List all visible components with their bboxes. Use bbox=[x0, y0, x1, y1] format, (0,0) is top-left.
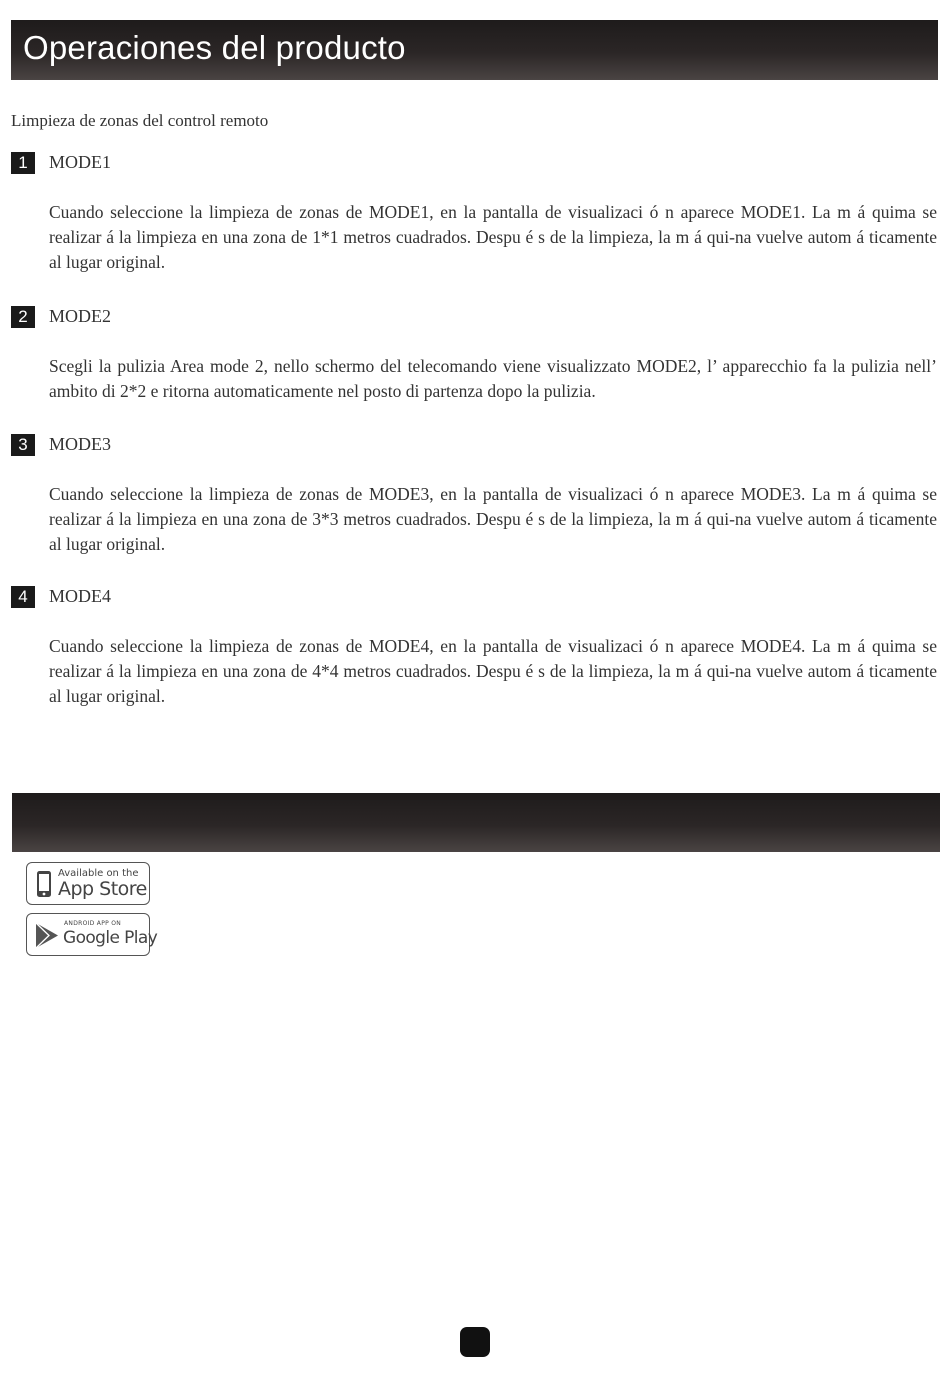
app-store-small-text: Available on the bbox=[58, 868, 139, 879]
google-play-small-text: ANDROID APP ON bbox=[64, 920, 122, 927]
mode-label: MODE1 bbox=[49, 152, 111, 172]
mode-4-section bbox=[11, 586, 937, 706]
mode-2-section bbox=[11, 306, 937, 401]
number-badge: 3 bbox=[11, 434, 35, 456]
number-badge: 1 bbox=[11, 152, 35, 174]
google-play-badge[interactable] bbox=[26, 913, 158, 956]
app-store-badge[interactable] bbox=[26, 862, 150, 905]
play-icon bbox=[34, 922, 60, 949]
mode-1-section bbox=[11, 152, 937, 272]
phone-icon bbox=[36, 870, 52, 898]
app-store-big-text: App Store bbox=[58, 878, 147, 900]
footer-header-bar bbox=[12, 793, 940, 852]
mode-label: MODE4 bbox=[49, 586, 111, 606]
section-header bbox=[11, 20, 938, 80]
number-badge: 4 bbox=[11, 586, 35, 608]
mode-label: MODE3 bbox=[49, 434, 111, 454]
page-title: Operaciones del producto bbox=[23, 29, 406, 66]
mode-description: Scegli la pulizia Area mode 2, nello schermo del telecomando viene visualizzato MODE2, l’ apparecchio fa la pulizia nell’ ambito di 2*2 e ritorna automaticamente nel posto di partenza dopo la pulizia. bbox=[49, 356, 937, 401]
mode-description: Cuando seleccione la limpieza de zonas de MODE1, en la pantalla de visualizaci ó n aparece MODE1. La m á quima se realizar á la limpieza en una zona de 1*1 metros cuadrados. Despu é s de la limpieza, la m á qui-na vuelve autom á ticamente al lugar original. bbox=[49, 202, 937, 272]
intro-text: Limpieza de zonas del control remoto bbox=[11, 111, 269, 130]
mode-3-section bbox=[11, 434, 937, 554]
page-number-marker bbox=[460, 1327, 490, 1357]
mode-description: Cuando seleccione la limpieza de zonas de MODE4, en la pantalla de visualizaci ó n aparece MODE4. La m á quima se realizar á la limpieza en una zona de 4*4 metros cuadrados. Despu é s de la limpieza, la m á qui-na vuelve autom á ticamente al lugar original. bbox=[49, 636, 937, 706]
number-badge: 2 bbox=[11, 306, 35, 328]
google-play-big-text: Google Play bbox=[63, 928, 158, 948]
mode-description: Cuando seleccione la limpieza de zonas de MODE3, en la pantalla de visualizaci ó n aparece MODE3. La m á quima se realizar á la limpieza en una zona de 3*3 metros cuadrados. Despu é s de la limpieza, la m á qui-na vuelve autom á ticamente al lugar original. bbox=[49, 484, 937, 554]
mode-label: MODE2 bbox=[49, 306, 111, 326]
